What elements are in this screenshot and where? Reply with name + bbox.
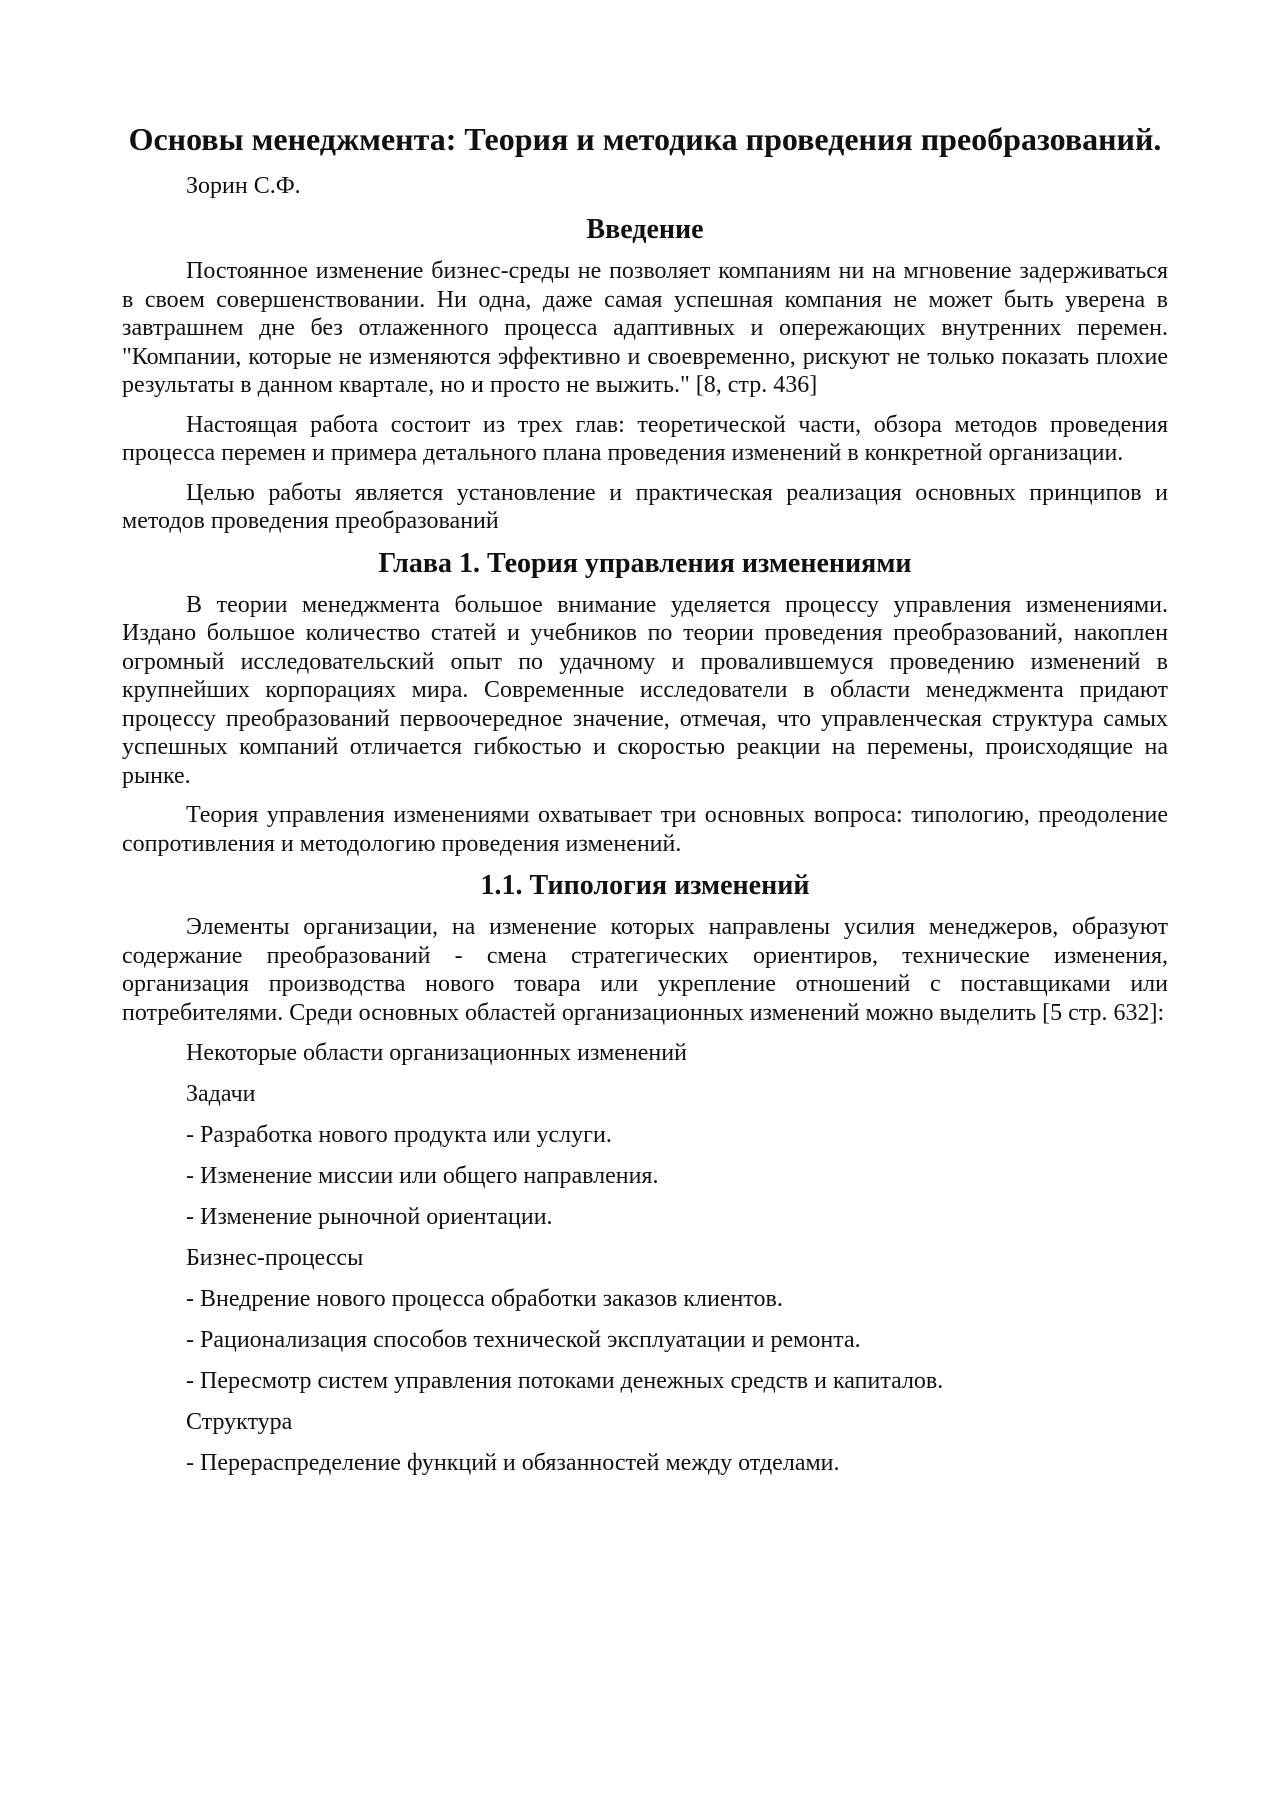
- list-line: - Разработка нового продукта или услуги.: [186, 1122, 612, 1148]
- intro-heading: Введение: [586, 214, 704, 245]
- document-title: Основы менеджмента: Теория и методика проведения преобразований.: [128, 121, 1162, 157]
- list-line: - Рационализация способов технической эксплуатации и ремонта.: [186, 1327, 861, 1353]
- document-page: [122, 120, 1168, 1489]
- list-line: Бизнес-процессы: [186, 1245, 364, 1271]
- list-line: Структура: [186, 1409, 293, 1435]
- intro-paragraph: Настоящая работа состоит из трех глав: теоретической части, обзора методов проведения процесса перемен и примера детального плана проведения изменений в конкретной организации.: [122, 411, 1168, 466]
- chapter1-heading: Глава 1. Теория управления изменениями: [378, 547, 912, 579]
- intro-paragraph: Постоянное изменение бизнес-среды не позволяет компаниям ни на мгновение задерживаться в своем совершенствовании. Ни одна, даже самая успешная компания не может быть уверена в завтрашнем дне без отлаженного процесса адаптивных и опережающих внутренних перемен. "Компании, которые не изменяются эффективно и своевременно, рискуют не только показать плохие результаты в данном квартале, но и просто не выжить." [8, стр. 436]: [122, 258, 1168, 398]
- author-name: Зорин С.Ф.: [186, 173, 301, 199]
- list-line: - Внедрение нового процесса обработки заказов клиентов.: [186, 1286, 783, 1312]
- list-line: - Изменение миссии или общего направления.: [186, 1163, 659, 1189]
- list-line: - Пересмотр систем управления потоками денежных средств и капиталов.: [186, 1368, 944, 1394]
- section-1-1-heading: 1.1. Типология изменений: [480, 870, 810, 901]
- intro-paragraph: Целью работы является установление и практическая реализация основных принципов и методов проведения преобразований: [122, 479, 1168, 534]
- section-1-1-paragraph: Элементы организации, на изменение которых направлены усилия менеджеров, образуют содержание преобразований - смена стратегических ориентиров, технические изменения, организация производства нового товара или укрепление отношений с поставщиками или потребителями. Среди основных областей организационных изменений можно выделить [5 стр. 632]:: [122, 914, 1168, 1026]
- list-line: Некоторые области организационных изменений: [186, 1040, 687, 1066]
- chapter1-paragraph: В теории менеджмента большое внимание уделяется процессу управления изменениями. Издано большое количество статей и учебников по теории проведения преобразований, накоплен огромный исследовательский опыт по удачному и провалившемуся проведению изменений в крупнейших корпорациях мира. Современные исследователи в области менеджмента придают процессу преобразований первоочередное значение, отмечая, что управленческая структура самых успешных компаний отличается гибкостью и скоростью реакции на перемены, происходящие на рынке.: [122, 591, 1168, 789]
- list-line: Задачи: [186, 1081, 256, 1107]
- list-line: - Изменение рыночной ориентации.: [186, 1204, 553, 1230]
- list-line: - Перераспределение функций и обязанностей между отделами.: [186, 1450, 840, 1476]
- chapter1-paragraph: Теория управления изменениями охватывает три основных вопроса: типологию, преодоление сопротивления и методологию проведения изменений.: [122, 802, 1168, 857]
